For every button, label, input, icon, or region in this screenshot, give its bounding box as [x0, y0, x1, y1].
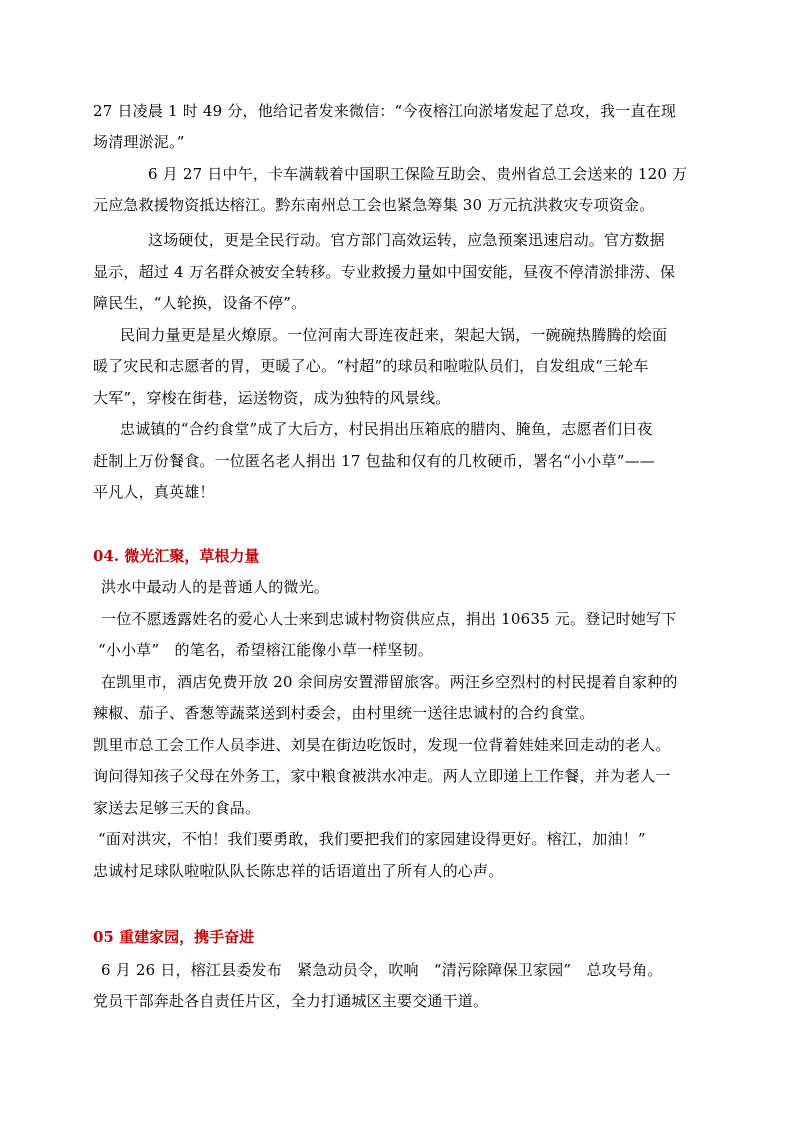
section-4-line-8: 家送去足够三天的食品。	[93, 799, 261, 817]
section-5-heading: 05 重建家园，携手奋进	[93, 928, 255, 946]
section-4-line-3: “小小草” 的笔名，希望榕江能像小草一样坚韧。	[98, 641, 433, 659]
section-4-line-6: 凯里市总工会工作人员李进、刘昊在街边吃饭时，发现一位背着娃娃来回走动的老人。	[93, 736, 671, 754]
paragraph-2-line-1: 6 月 27 日中午，卡车满载着中国职工保险互助会、贵州省总工会送来的 120 万	[148, 165, 688, 183]
paragraph-3-line-1: 这场硬仗，更是全民行动。官方部门高效运转，应急预案迅速启动。官方数据	[148, 231, 665, 249]
paragraph-3-line-3: 障民生，“人轮换，设备不停”。	[93, 294, 307, 312]
paragraph-4-line-3: 大军”，穿梭在街巷，运送物资，成为独特的风景线。	[93, 389, 451, 407]
paragraph-4-line-2: 暖了灾民和志愿者的胃，更暖了心。“村超”的球员和啦啦队员们，自发组成“三轮车	[93, 357, 649, 375]
paragraph-5-line-1: 忠诚镇的“合约食堂”成了大后方，村民捐出压箱底的腊肉、腌鱼，志愿者们日夜	[120, 420, 653, 438]
paragraph-1-line-2: 场清理淤泥。”	[93, 133, 185, 151]
paragraph-4-line-1: 民间力量更是星火燎原。一位河南大哥连夜赶来，架起大锅，一碗碗热腾腾的烩面	[120, 326, 668, 344]
section-5-line-2: 党员干部奔赴各自责任片区，全力打通城区主要交通干道。	[93, 992, 489, 1010]
section-4-line-2: 一位不愿透露姓名的爱心人士来到忠诚村物资供应点，捐出 10635 元。登记时她写下	[101, 610, 677, 628]
section-4-line-10: 忠诚村足球队啦啦队队长陈忠祥的话语道出了所有人的心声。	[93, 862, 504, 880]
section-4-line-9: “面对洪灾，不怕！我们要勇敢，我们要把我们的家园建设得更好。榕江，加油！”	[98, 830, 646, 848]
section-4-line-1: 洪水中最动人的是普通人的微光。	[101, 578, 330, 596]
section-4-line-4: 在凯里市，酒店免费开放 20 余间房安置滞留旅客。两汪乡空烈村的村民提着自家种的	[101, 673, 678, 691]
paragraph-2-line-2: 元应急救援物资抵达榕江。黔东南州总工会也紧急筹集 30 万元抗洪救灾专项资金。	[93, 196, 655, 214]
section-4-line-7: 询问得知孩子父母在外务工，家中粮食被洪水冲走。两人立即递上工作餐，并为老人一	[93, 767, 671, 785]
paragraph-3-line-2: 显示，超过 4 万名群众被安全转移。专业救援力量如中国安能，昼夜不停清淤排涝、保	[93, 263, 676, 281]
paragraph-1-line-1: 27 日凌晨 1 时 49 分，他给记者发来微信：“今夜榕江向淤堵发起了总攻，我一直在现	[93, 102, 677, 120]
section-4-heading: 04. 微光汇聚，草根力量	[93, 547, 260, 565]
section-5-line-1: 6 月 26 日，榕江县委发布 紧急动员令，吹响 “清污除障保卫家园” 总攻号角。	[101, 961, 663, 979]
section-4-line-5: 辣椒、茄子、香葱等蔬菜送到村委会，由村里统一送往忠诚村的合约食堂。	[93, 704, 595, 722]
paragraph-5-line-3: 平凡人，真英雄！	[93, 483, 215, 501]
paragraph-5-line-2: 赶制上万份餐食。一位匿名老人捐出 17 包盐和仅有的几枚硬币，署名“小小草”——	[93, 452, 655, 470]
